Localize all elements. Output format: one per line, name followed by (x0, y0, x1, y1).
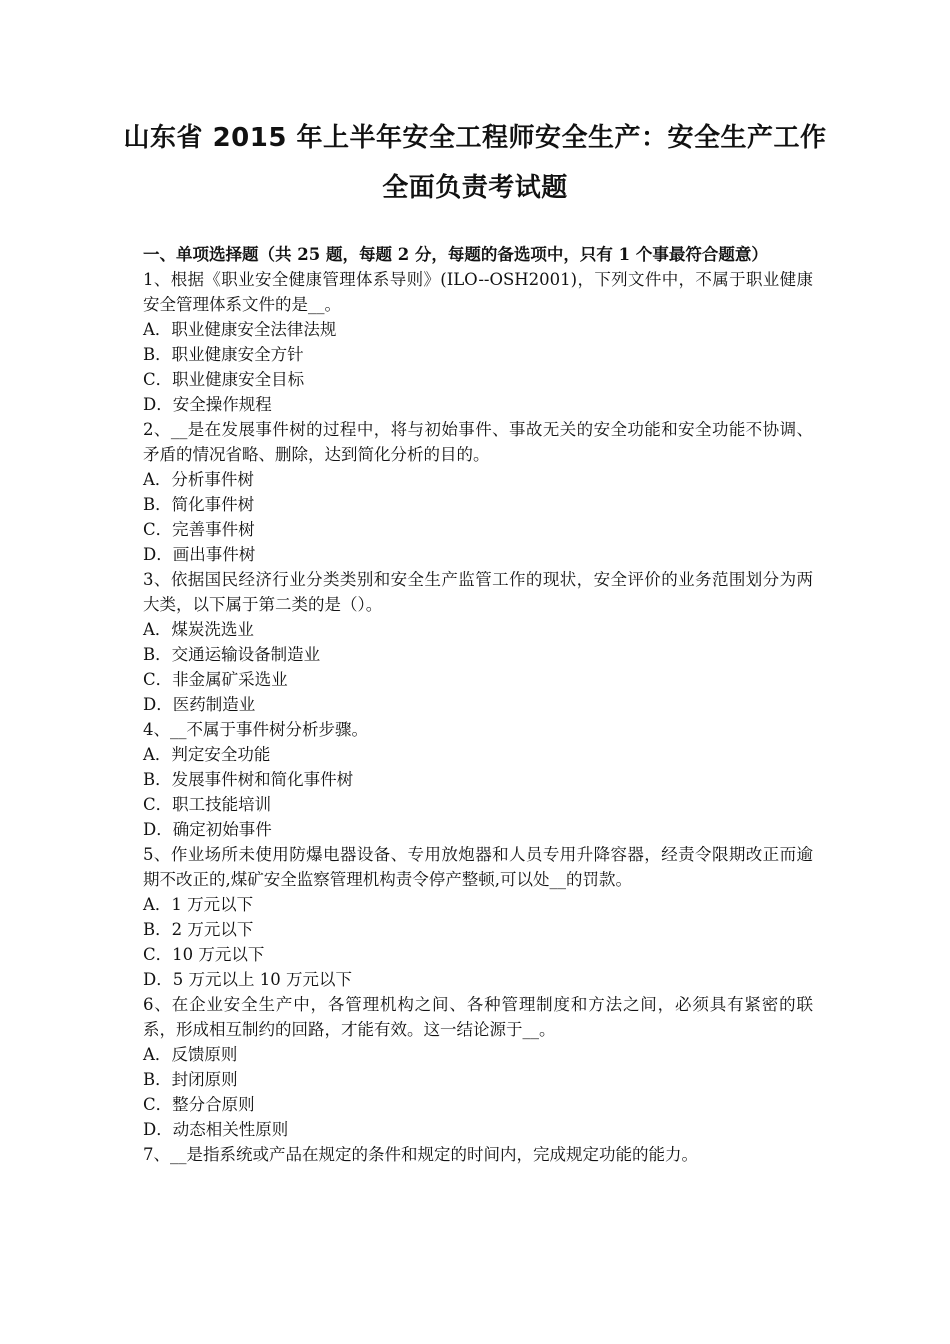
option-c: C．非金属矿采选业 (143, 670, 288, 689)
option-d: D．安全操作规程 (143, 395, 272, 414)
option-a: A．1 万元以下 (143, 895, 254, 914)
option-d: D．医药制造业 (143, 695, 256, 714)
question-5 (143, 842, 813, 992)
option-c: C．职业健康安全目标 (143, 370, 305, 389)
question-3 (143, 567, 813, 717)
option-b: B．封闭原则 (143, 1070, 238, 1089)
option-b: B．简化事件树 (143, 495, 255, 514)
option-d: D．动态相关性原则 (143, 1120, 289, 1139)
option-b: B．职业健康安全方针 (143, 345, 304, 364)
question-stem: 6、在企业安全生产中，各管理机构之间、各种管理制度和方法之间，必须具有紧密的联系，形成相互制约的回路，才能有效。这一结论源于__。 (143, 995, 813, 1039)
option-d: D．确定初始事件 (143, 820, 272, 839)
option-b: B．2 万元以下 (143, 920, 254, 939)
question-stem: 3、依据国民经济行业分类类别和安全生产监管工作的现状，安全评价的业务范围划分为两大类，以下属于第二类的是（）。 (143, 570, 813, 614)
option-a: A．反馈原则 (143, 1045, 238, 1064)
document-title-line2: 全面负责考试题 (382, 173, 568, 203)
option-a: A．煤炭洗选业 (143, 620, 254, 639)
question-stem: 1、根据《职业安全健康管理体系导则》(ILO--OSH2001)，下列文件中，不属于职业健康安全管理体系文件的是__。 (143, 270, 813, 314)
document-body (143, 242, 813, 1167)
option-a: A．职业健康安全法律法规 (143, 320, 337, 339)
option-a: A．判定安全功能 (143, 745, 271, 764)
question-stem: 5、作业场所未使用防爆电器设备、专用放炮器和人员专用升降容器，经责令限期改正而逾期不改正的,煤矿安全监察管理机构责令停产整顿,可以处__的罚款。 (143, 845, 813, 889)
question-stem: 7、__是指系统或产品在规定的条件和规定的时间内，完成规定功能的能力。 (143, 1145, 698, 1164)
question-6 (143, 992, 813, 1142)
option-c: C．职工技能培训 (143, 795, 272, 814)
question-4 (143, 717, 813, 842)
option-b: B．交通运输设备制造业 (143, 645, 321, 664)
question-stem: 4、__不属于事件树分析步骤。 (143, 720, 368, 739)
option-b: B．发展事件树和简化事件树 (143, 770, 354, 789)
option-d: D．画出事件树 (143, 545, 256, 564)
option-d: D．5 万元以上 10 万元以下 (143, 970, 352, 989)
question-2 (143, 417, 813, 567)
question-1 (143, 267, 813, 417)
question-stem: 2、__是在发展事件树的过程中，将与初始事件、事故无关的安全功能和安全功能不协调、矛盾的情况省略、删除，达到简化分析的目的。 (143, 420, 813, 464)
option-c: C．10 万元以下 (143, 945, 265, 964)
section-heading: 一、单项选择题（共 25 题，每题 2 分，每题的备选项中，只有 1 个事最符合题意） (143, 245, 768, 264)
option-a: A．分析事件树 (143, 470, 254, 489)
option-c: C．整分合原则 (143, 1095, 255, 1114)
question-7 (143, 1142, 813, 1167)
document-title-line1: 山东省 2015 年上半年安全工程师安全生产：安全生产工作 (123, 123, 827, 153)
option-c: C．完善事件树 (143, 520, 255, 539)
